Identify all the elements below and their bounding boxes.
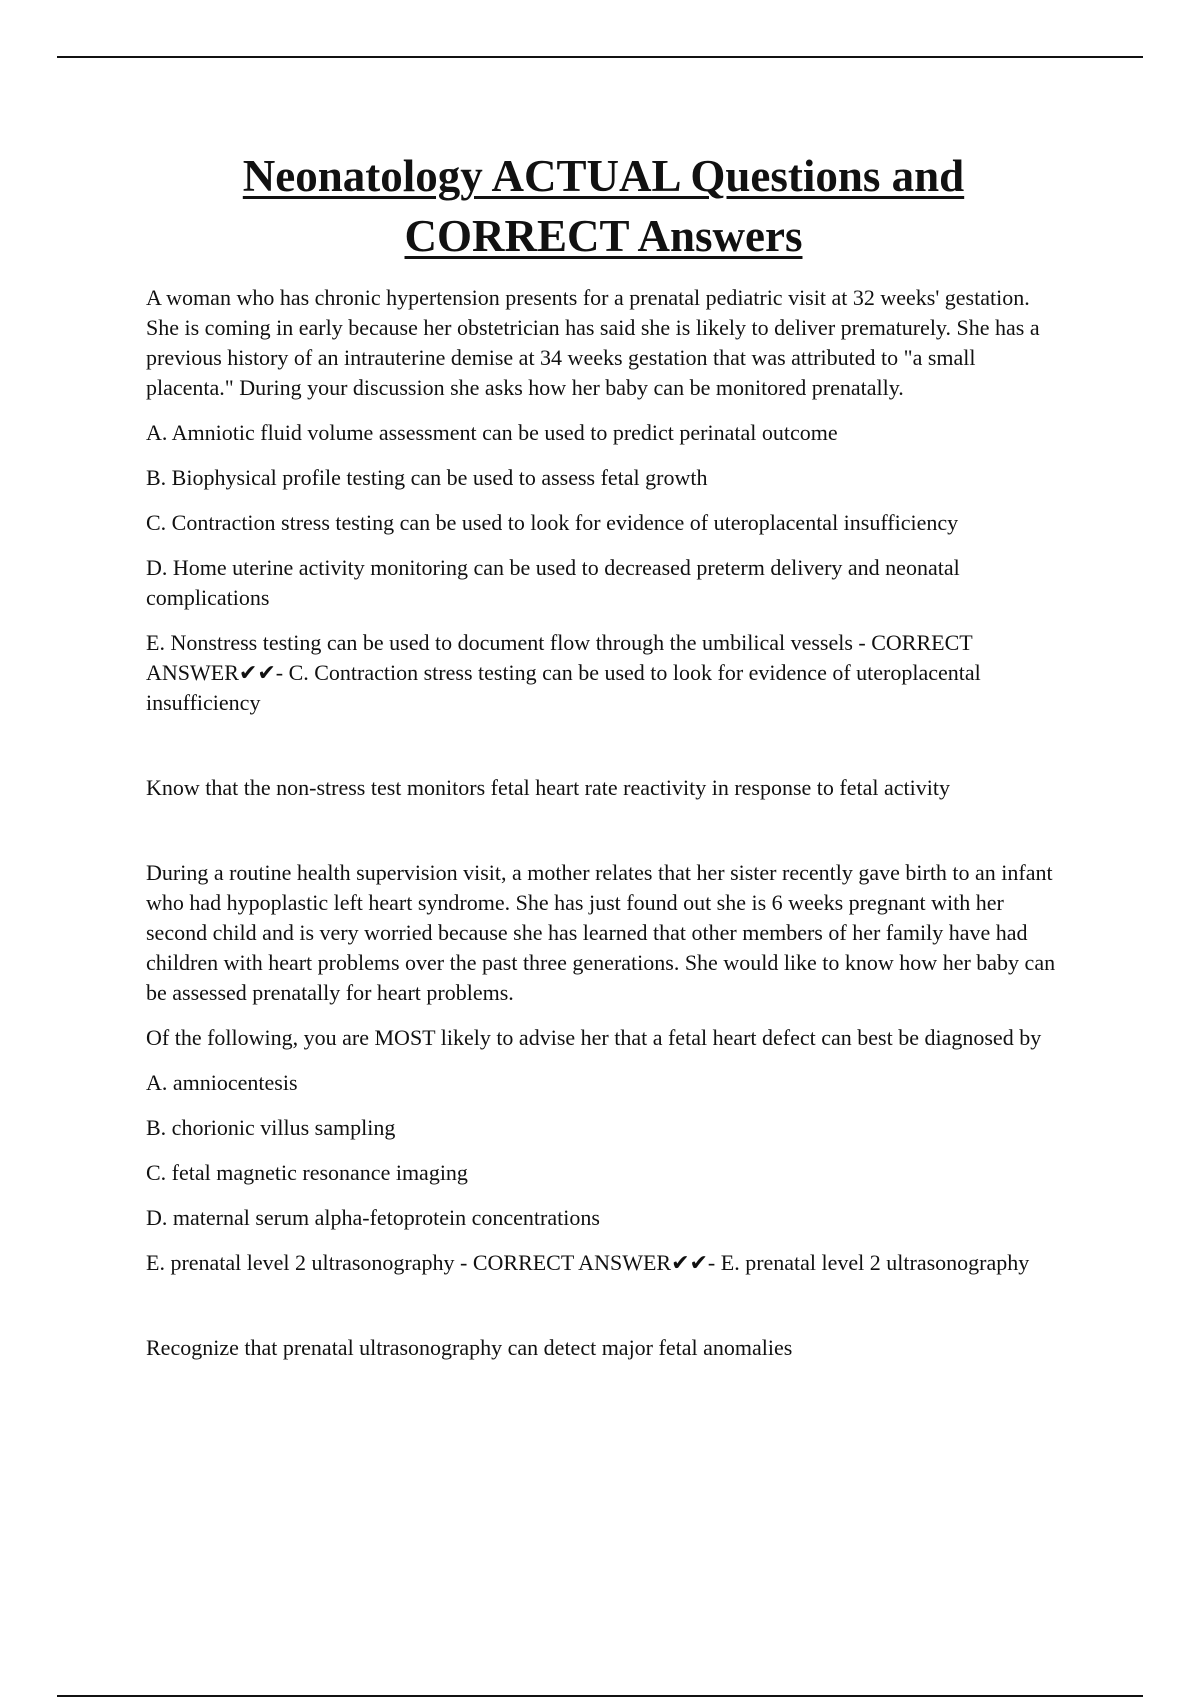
title-line-1: Neonatology ACTUAL Questions and	[242, 151, 965, 201]
question-2-option-c: C. fetal magnetic resonance imaging	[146, 1160, 468, 1185]
top-rule	[57, 56, 1143, 58]
question-1-option-b: B. Biophysical profile testing can be used to assess fetal growth	[146, 465, 708, 490]
document-body	[146, 146, 1061, 1378]
question-2-option-d: D. maternal serum alpha-fetoprotein concentrations	[146, 1205, 600, 1230]
question-1-option-d: D. Home uterine activity monitoring can be used to decreased preterm delivery and neonatal complications	[146, 555, 960, 610]
question-1-option-a: A. Amniotic fluid volume assessment can be used to predict perinatal outcome	[146, 420, 838, 445]
document-title	[146, 146, 1061, 266]
title-line-2: CORRECT Answers	[404, 211, 803, 261]
question-2-stem: During a routine health supervision visit, a mother relates that her sister recently gave birth to an infant who had hypoplastic left heart syndrome. She has just found out she is 6 weeks pregnant with her second child and is very worried because she has learned that other members of her family have had children with heart problems over the past three generations. She would like to know how her baby can be assessed prenatally for heart problems.	[146, 860, 1056, 1005]
question-1-option-e-answer: E. Nonstress testing can be used to document flow through the umbilical vessels - CORRECT ANSWER✔✔- C. Contraction stress testing can be used to look for evidence of uteroplacental insufficiency	[146, 630, 981, 715]
question-2-option-b: B. chorionic villus sampling	[146, 1115, 396, 1140]
question-2-option-e-answer: E. prenatal level 2 ultrasonography - CORRECT ANSWER✔✔- E. prenatal level 2 ultrasonography	[146, 1250, 1030, 1275]
question-2-note: Recognize that prenatal ultrasonography can detect major fetal anomalies	[146, 1335, 793, 1360]
question-1-option-c: C. Contraction stress testing can be used to look for evidence of uteroplacental insufficiency	[146, 510, 959, 535]
question-2-prompt: Of the following, you are MOST likely to advise her that a fetal heart defect can best be diagnosed by	[146, 1025, 1042, 1050]
question-1-note: Know that the non-stress test monitors fetal heart rate reactivity in response to fetal activity	[146, 775, 950, 800]
question-2-option-a: A. amniocentesis	[146, 1070, 298, 1095]
bottom-rule	[57, 1695, 1143, 1697]
question-1-stem: A woman who has chronic hypertension presents for a prenatal pediatric visit at 32 weeks' gestation. She is coming in early because her obstetrician has said she is likely to deliver prematurely. She has a previous history of an intrauterine demise at 34 weeks gestation that was attributed to "a small placenta." During your discussion she asks how her baby can be monitored prenatally.	[146, 285, 1040, 400]
